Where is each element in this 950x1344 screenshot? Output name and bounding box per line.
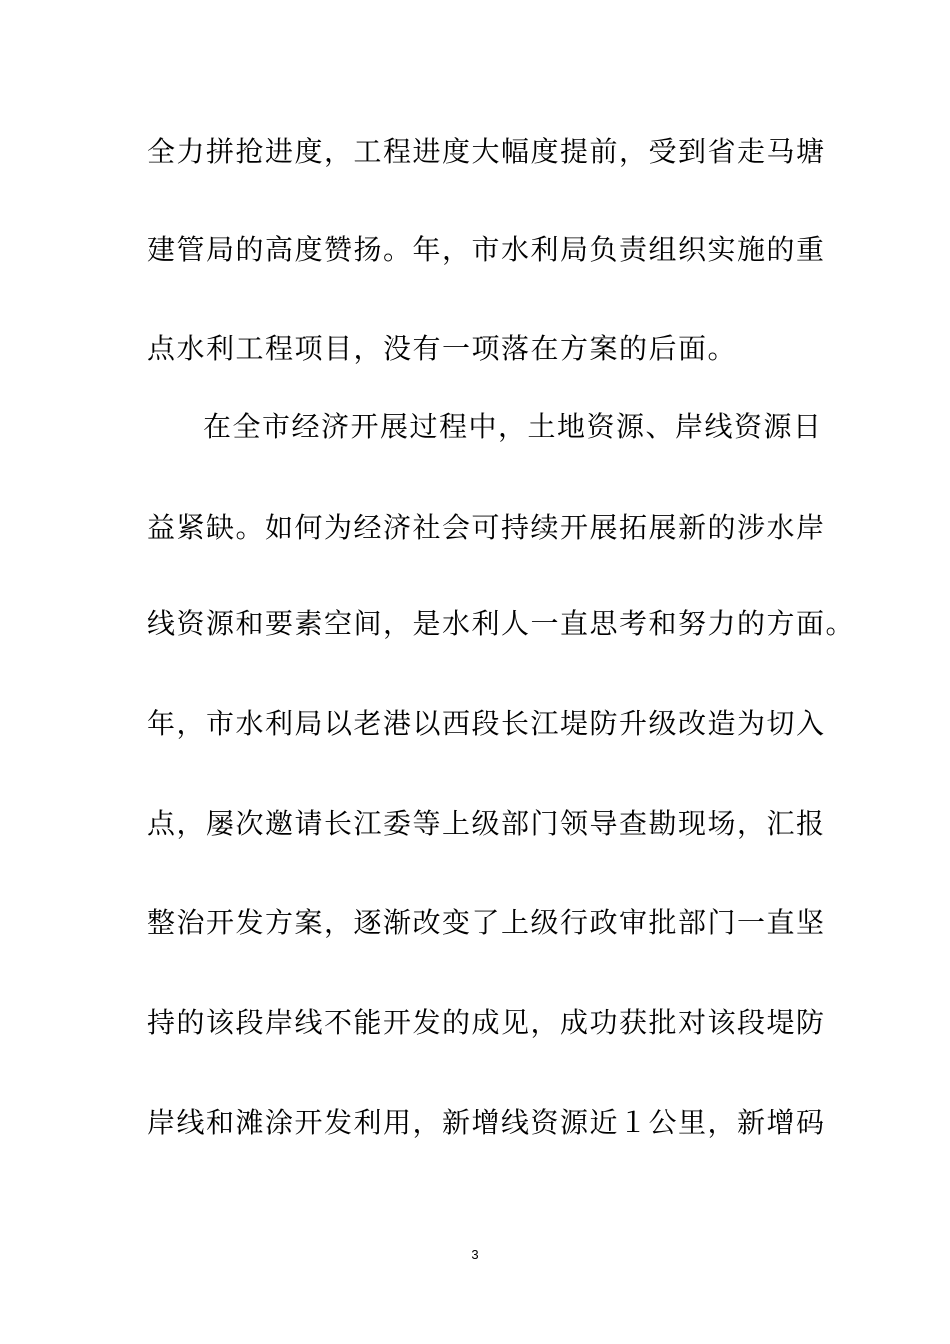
text-line-11: 岸线和滩涂开发利用，新增线资源近１公里，新增码: [147, 1106, 826, 1139]
text-line-9: 整治开发方案，逐渐改变了上级行政审批部门一直坚: [147, 906, 826, 939]
text-line-5: 益紧缺。如何为经济社会可持续开展拓展新的涉水岸: [147, 511, 826, 544]
text-line-6: 线资源和要素空间，是水利人一直思考和努力的方面。: [147, 607, 856, 640]
text-line-7: 年，市水利局以老港以西段长江堤防升级改造为切入: [147, 707, 826, 740]
text-line-10: 持的该段岸线不能开发的成见，成功获批对该段堤防: [147, 1006, 826, 1039]
text-line-3: 点水利工程项目，没有一项落在方案的后面。: [147, 332, 738, 365]
text-line-2: 建管局的高度赞扬。年，市水利局负责组织实施的重: [147, 233, 826, 266]
page-number: 3: [471, 1247, 479, 1262]
text-line-4: 在全市经济开展过程中，土地资源、岸线资源日: [203, 410, 823, 443]
text-line-1: 全力拼抢进度，工程进度大幅度提前，受到省走马塘: [147, 135, 826, 168]
text-line-8: 点，屡次邀请长江委等上级部门领导查勘现场，汇报: [147, 807, 826, 840]
